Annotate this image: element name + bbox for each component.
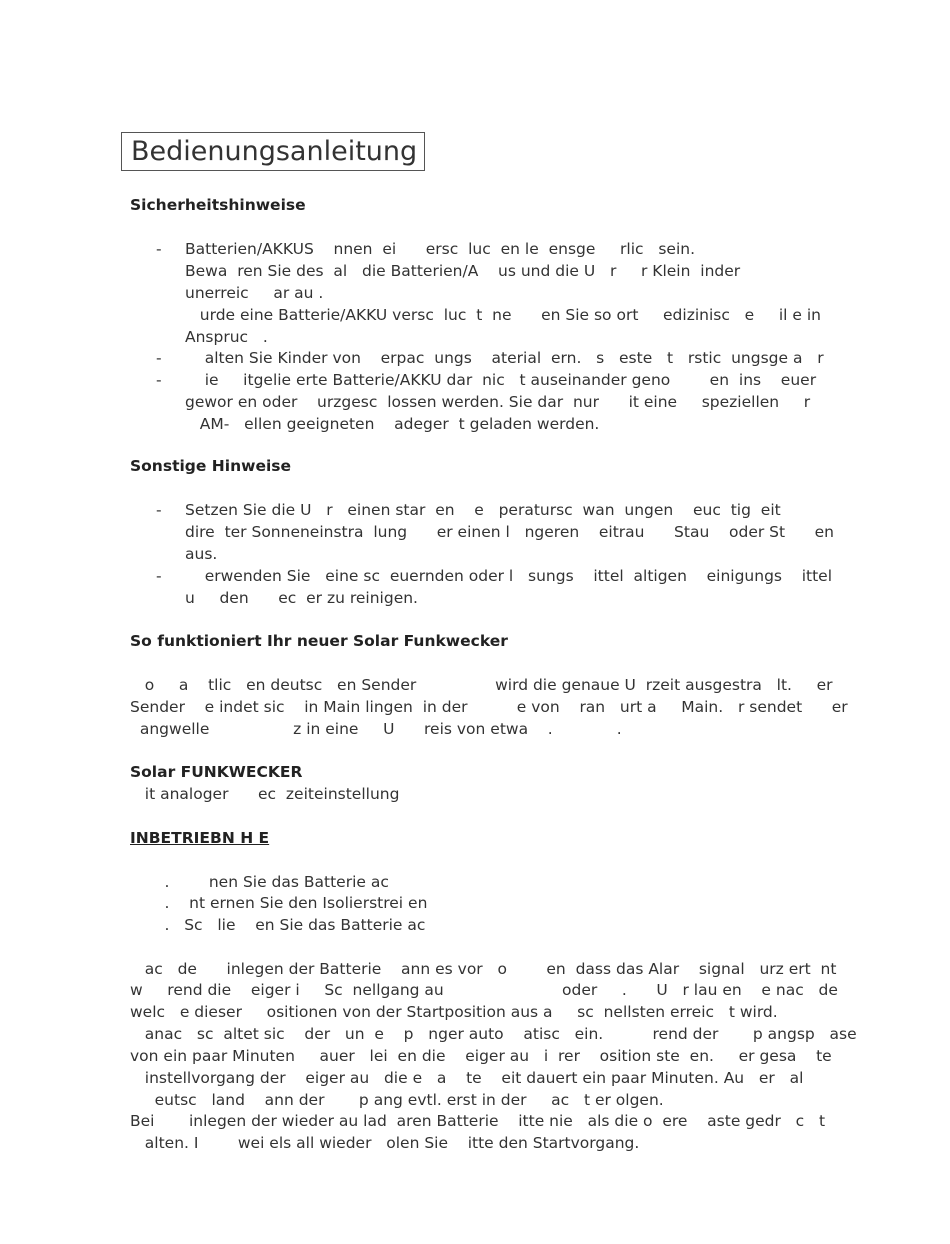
safety-line: alten Sie Kinder von erpac ungs aterial ern. s este t rstic ungsge a r	[185, 349, 824, 367]
howto-line: o a tlic en deutsc en Sender wird die genaue U rzeit ausgestra lt. er	[130, 676, 833, 694]
start-paragraph-line: welc e dieser ositionen von der Startposition aus a sc nellsten erreic t wird.	[130, 1003, 778, 1021]
safety-line: Anspruc .	[185, 328, 268, 346]
heading-other: Sonstige Hinweise	[130, 457, 292, 475]
start-paragraph-line: Bei inlegen der wieder au lad aren Batterie itte nie als die o ere aste gedr c t	[130, 1112, 826, 1130]
safety-line: gewor en oder urzgesc lossen werden. Sie dar nur it eine speziellen r	[185, 393, 811, 411]
heading-howto: So funktioniert Ihr neuer Solar Funkwecker	[130, 632, 508, 650]
safety-line: AM- ellen geeigneten adeger t geladen werden.	[185, 415, 600, 433]
start-step: . Sc lie en Sie das Batterie ac	[130, 916, 426, 934]
heading-safety: Sicherheitshinweise	[130, 196, 306, 214]
title-box	[121, 132, 425, 171]
howto-line: angwelle z in eine U reis von etwa . .	[130, 720, 622, 738]
bullet-dash: -	[156, 349, 162, 367]
start-paragraph-line: eutsc land ann der p ang evtl. erst in der ac t er olgen.	[130, 1091, 664, 1109]
start-paragraph-line: w rend die eiger i Sc nellgang au oder . U r lau en e nac de	[130, 981, 838, 999]
bullet-dash: -	[156, 240, 162, 258]
start-paragraph-line: von ein paar Minuten auer lei en die eiger au i rer osition ste en. er gesa te	[130, 1047, 832, 1065]
solar-subtitle: it analoger ec zeiteinstellung	[130, 785, 400, 803]
bullet-dash: -	[156, 371, 162, 389]
howto-line: Sender e indet sic in Main lingen in der e von ran urt a Main. r sendet er	[130, 698, 848, 716]
start-paragraph-line: instellvorgang der eiger au die e a te eit dauert ein paar Minuten. Au er al	[130, 1069, 804, 1087]
other-line: u den ec er zu reinigen.	[185, 589, 418, 607]
page-title: Bedienungsanleitung	[131, 136, 418, 167]
start-step: . nen Sie das Batterie ac	[130, 873, 389, 891]
other-line: aus.	[185, 545, 218, 563]
safety-line: ie itgelie erte Batterie/AKKU dar nic t auseinander geno en ins euer	[185, 371, 817, 389]
safety-line: urde eine Batterie/AKKU versc luc t ne en Sie so ort edizinisc e il e in	[185, 306, 821, 324]
start-step: . nt ernen Sie den Isolierstrei en	[130, 894, 428, 912]
safety-line: Batterien/AKKUS nnen ei ersc luc en le ensge rlic sein.	[185, 240, 696, 258]
heading-start: INBETRIEBN H E	[130, 829, 270, 847]
other-line: Setzen Sie die U r einen star en e peratursc wan ungen euc tig eit	[185, 501, 781, 519]
safety-line: Bewa ren Sie des al die Batterien/A us und die U r r Klein inder	[185, 262, 741, 280]
bullet-dash: -	[156, 567, 162, 585]
other-line: dire ter Sonneneinstra lung er einen l ngeren eitrau Stau oder St en	[185, 523, 835, 541]
safety-line: unerreic ar au .	[185, 284, 324, 302]
start-paragraph-line: ac de inlegen der Batterie ann es vor o en dass das Alar signal urz ert nt	[130, 960, 837, 978]
start-paragraph-line: anac sc altet sic der un e p nger auto atisc ein. rend der p angsp ase	[130, 1025, 857, 1043]
heading-solar: Solar FUNKWECKER	[130, 763, 303, 781]
other-line: erwenden Sie eine sc euernden oder l sungs ittel altigen einigungs ittel	[185, 567, 832, 585]
start-paragraph-line: alten. I wei els all wieder olen Sie itte den Startvorgang.	[130, 1134, 640, 1152]
bullet-dash: -	[156, 501, 162, 519]
